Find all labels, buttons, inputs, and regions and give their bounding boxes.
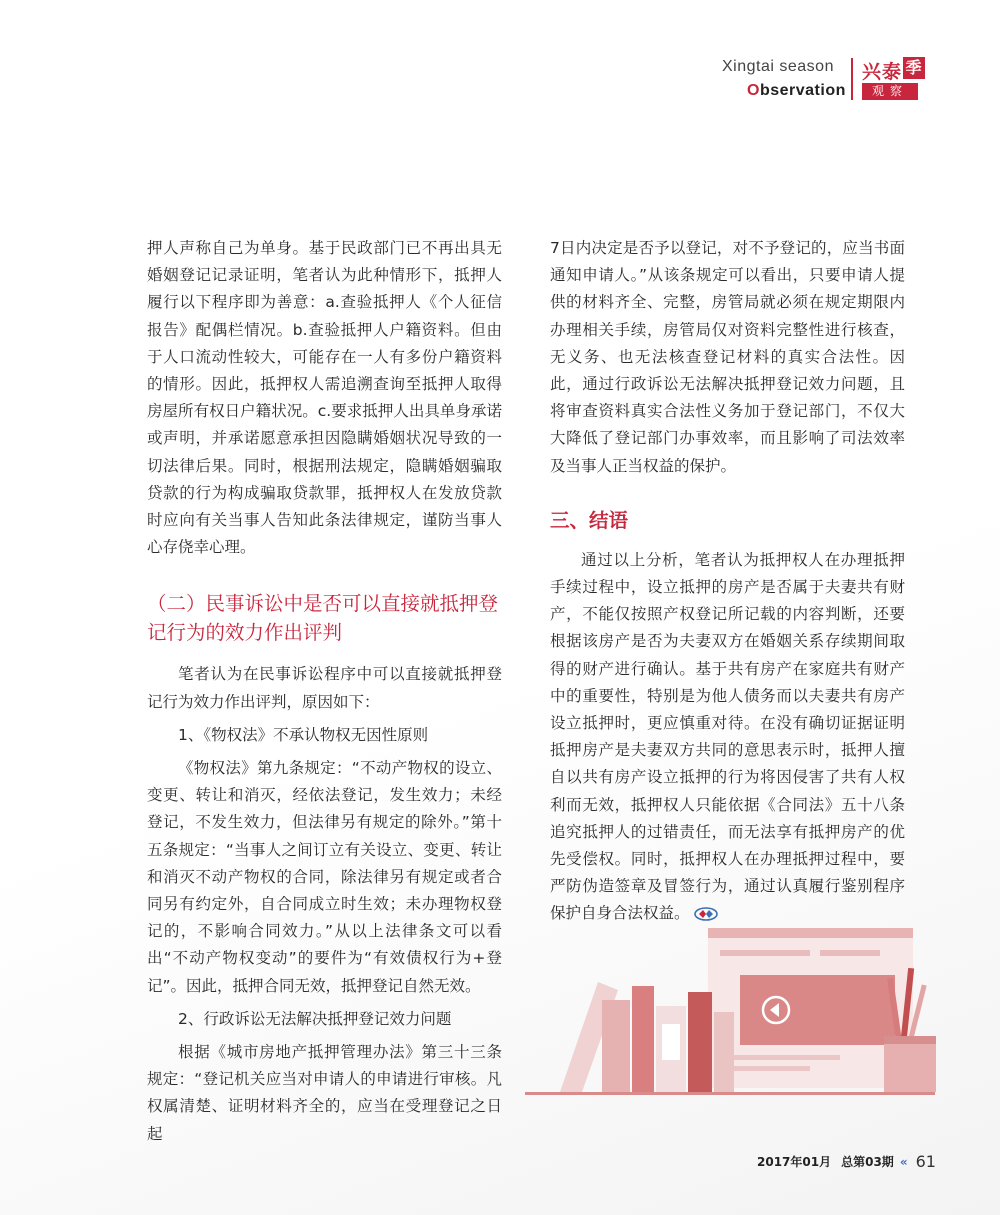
header-section-english: [747, 82, 846, 100]
logo-seal: 季: [903, 57, 925, 79]
conclusion-text: 通过以上分析，笔者认为抵押权人在办理抵押手续过程中，设立抵押的房产是否属于夫妻共有财产，不能仅按照产权登记所记载的内容判断，还要根据该房产是否为夫妻双方在婚姻关系存续期间取得的财产进行确认。基于共有房产在家庭共有财产中的重要性，特别是为他人债务而以夫妻共有房产设立抵押时，更应慎重对待。在没有确切证据证明抵押房产是夫妻双方共同的意思表示时，抵押人擅自以共有房产设立抵押的行为将因侵害了共有人权利而无效，抵押权人只能依据《合同法》五十八条追究抵押人的过错责任，而无法享有抵押房产的优先受偿权。同时，抵押权人在办理抵押过程中，要严防伪造签章及冒签行为，通过认真履行鉴别程序保护自身合法权益。: [550, 550, 905, 923]
right-paragraph-1: 7日内决定是否予以登记，对不予登记的，应当书面通知申请人。”从该条规定可以看出，只要申请人提供的材料齐全、完整，房管局就必须在规定期限内办理相关手续，房管局仅对资料完整性进行核查，无义务、也无法核查登记材料的真实合法性。因此，通过行政诉讼无法解决抵押登记效力问题，且将审查资料真实合法性义务加于登记部门，不仅大大降低了登记部门办事效率，而且影响了司法效率及当事人正当权益的保护。: [550, 239, 905, 475]
double-arrow-icon: «: [899, 1154, 908, 1169]
header-section-initial: O: [747, 82, 760, 99]
right-column: [550, 235, 905, 928]
books-graphic: [560, 982, 734, 1092]
end-mark-icon: [694, 907, 718, 921]
header-title-english: Xingtai season: [722, 58, 834, 75]
page-footer: [757, 1152, 936, 1171]
left-paragraph-1: 押人声称自己为单身。基于民政部门已不再出具无婚姻登记记录证明，笔者认为此种情形下，抵押人履行以下程序即为善意：a.查验抵押人《个人征信报告》配偶栏情况。b.查验抵押人户籍资料。但由于人口流动性较大，可能存在一人有多份户籍资料的情形。因此，抵押权人需追溯查询至抵押人取得房屋所有权日户籍状况。c.要求抵押人出具单身承诺或声明，并承诺愿意承担因隐瞒婚姻状况导致的一切法律后果。同时，根据刑法规定，隐瞒婚姻骗取贷款的行为构成骗取贷款罪，抵押权人在发放贷款时应向有关当事人告知此条法律规定，谨防当事人心存侥幸心理。: [147, 239, 502, 557]
right-paragraph-2: [550, 547, 905, 928]
page-number: 61: [915, 1152, 936, 1171]
left-paragraph-2: 笔者认为在民事诉讼程序中可以直接就抵押登记行为效力作出评判，原因如下：: [147, 665, 502, 711]
issue-number: 总第03期: [841, 1155, 894, 1169]
left-paragraph-3: 《物权法》第九条规定：“不动产物权的设立、变更、转让和消灭，经依法登记，发生效力；未经登记，不发生效力，但法律另有规定的除外。”第十五条规定：“当事人之间订立有关设立、变更、转让和消灭不动产物权的合同，除法律另有规定或者合同另有约定外，自合同成立时生效；未办理物权登记的，不影响合同效力。”从以上法律条文可以看出“不动产物权变动”的要件为“有效债权行为+登记”。因此，抵押合同无效，抵押登记自然无效。: [147, 759, 502, 995]
left-column: [147, 235, 502, 1148]
section-tag: 观察: [862, 83, 918, 100]
issue-date: 2017年01月: [757, 1155, 832, 1169]
magazine-logo: [862, 57, 925, 84]
header-divider: [851, 58, 853, 100]
subheading-1: 1、《物权法》不承认物权无因性原则: [178, 725, 429, 744]
subheading-2: 2、行政诉讼无法解决抵押登记效力问题: [178, 1009, 452, 1028]
header-section-rest: bservation: [759, 82, 846, 99]
section-heading-3: 三、结语: [550, 508, 629, 532]
decorative-illustration: [520, 920, 940, 1100]
section-heading-2: （二）民事诉讼中是否可以直接就抵押登记行为的效力作出评判: [147, 592, 499, 645]
logo-text: 兴泰: [862, 61, 903, 83]
browser-window-graphic: [708, 928, 913, 1088]
left-paragraph-4: 根据《城市房地产抵押管理办法》第三十三条规定：“登记机关应当对申请人的申请进行审核。凡权属清楚、证明材料齐全的，应当在受理登记之日起: [147, 1043, 502, 1143]
